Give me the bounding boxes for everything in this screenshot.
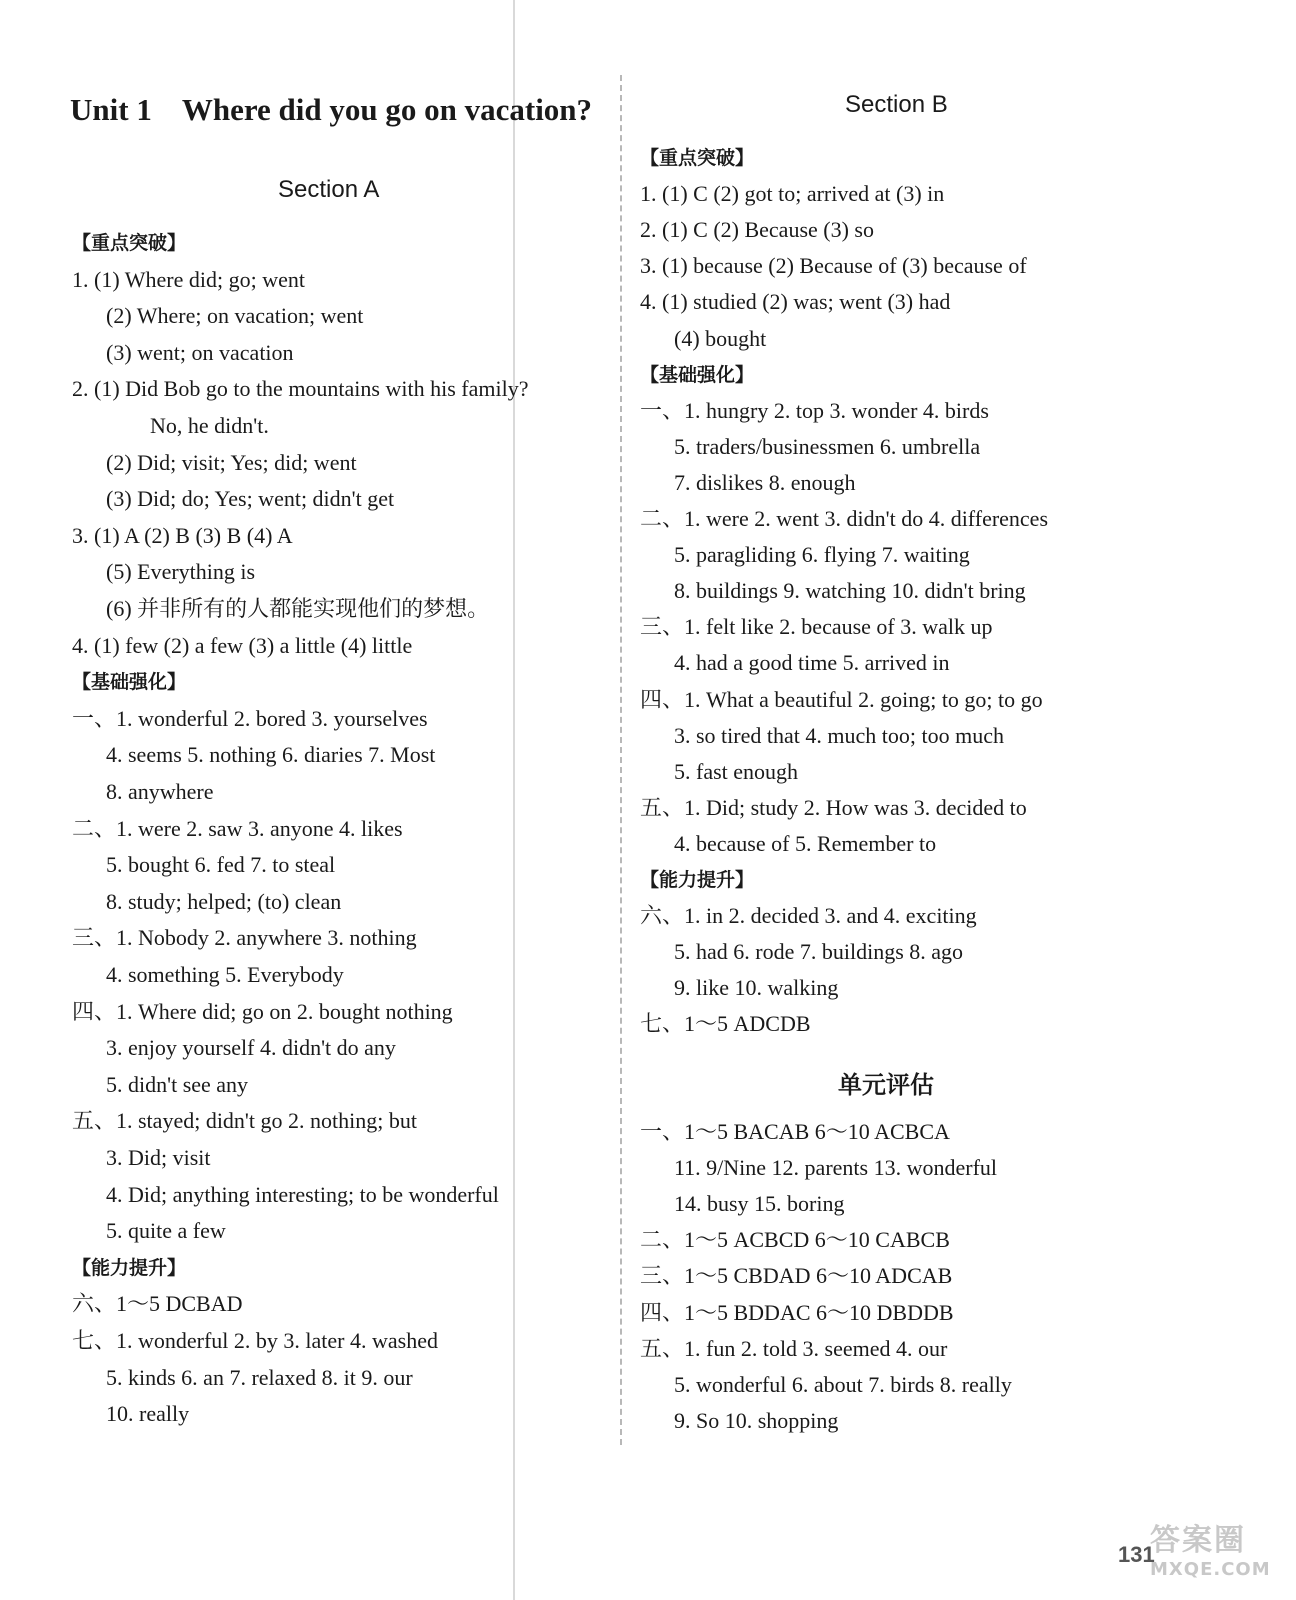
answer-line: 4. had a good time 5. arrived in xyxy=(674,650,950,676)
answer-line: 五、1. fun 2. told 3. seemed 4. our xyxy=(640,1335,948,1361)
answer-line: 3. so tired that 4. much too; too much xyxy=(674,722,1004,748)
answer-line: 9. like 10. walking xyxy=(674,975,839,1001)
answer-line: 5. traders/businessmen 6. umbrella xyxy=(674,433,981,459)
answer-line: 四、1. What a beautiful 2. going; to go; to go xyxy=(640,686,1043,712)
subsection-heading: 【重点突破】 xyxy=(640,147,755,169)
answer-line: 5. quite a few xyxy=(106,1218,226,1244)
answer-line: 14. busy 15. boring xyxy=(674,1191,845,1217)
answer-line: 1. (1) C (2) got to; arrived at (3) in xyxy=(640,181,945,207)
subsection-heading: 【基础强化】 xyxy=(72,671,187,694)
unit-label: Unit 1 xyxy=(70,92,152,127)
answer-line: 三、1. felt like 2. because of 3. walk up xyxy=(640,614,993,640)
answer-line: 8. buildings 9. watching 10. didn't bring xyxy=(674,578,1026,604)
answer-line: 4. something 5. Everybody xyxy=(106,962,344,987)
answer-line: 3. (1) because (2) Because of (3) because of xyxy=(640,253,1027,279)
subsection-heading: 【重点突破】 xyxy=(72,232,187,254)
answer-line: 六、1～5 DCBAD xyxy=(72,1291,243,1317)
answer-line: 10. really xyxy=(106,1401,190,1427)
answer-line: No, he didn't. xyxy=(150,413,269,438)
answer-line: 5. didn't see any xyxy=(106,1071,249,1097)
answer-line: 二、1. were 2. saw 3. anyone 4. likes xyxy=(72,815,403,841)
answer-line: 1. (1) Where did; go; went xyxy=(72,266,305,292)
answer-line: 11. 9/Nine 12. parents 13. wonderful xyxy=(674,1155,998,1181)
answer-line: 8. study; helped; (to) clean xyxy=(106,888,342,914)
answer-line: 四、1. Where did; go on 2. bought nothing xyxy=(72,998,453,1024)
answer-line: 4. (1) studied (2) was; went (3) had xyxy=(640,289,951,315)
answer-line: 5. fast enough xyxy=(674,758,799,784)
answer-line: 五、1. Did; study 2. How was 3. decided to xyxy=(640,794,1027,820)
answer-line: 二、1～5 ACBCD 6～10 CABCB xyxy=(640,1227,950,1253)
answer-line: 5. bought 6. fed 7. to steal xyxy=(106,852,336,878)
answer-line: (2) Did; visit; Yes; did; went xyxy=(106,449,357,475)
unit-evaluation-heading: 单元评估 xyxy=(838,1070,934,1099)
answer-line: 5. paragliding 6. flying 7. waiting xyxy=(674,542,970,568)
answer-line: 三、1. Nobody 2. anywhere 3. nothing xyxy=(72,925,417,951)
answer-line: 4. (1) few (2) a few (3) a little (4) little xyxy=(72,632,413,658)
answer-line: 5. kinds 6. an 7. relaxed 8. it 9. our xyxy=(106,1364,413,1390)
book-spine xyxy=(513,0,515,1600)
answer-line: (3) Did; do; Yes; went; didn't get xyxy=(106,486,395,512)
answer-line: 一、1. hungry 2. top 3. wonder 4. birds xyxy=(640,397,989,423)
answer-line: 一、1～5 BACAB 6～10 ACBCA xyxy=(640,1119,950,1144)
answer-line: 六、1. in 2. decided 3. and 4. exciting xyxy=(640,903,977,929)
answer-line: (6) 并非所有的人都能实现他们的梦想。 xyxy=(106,596,490,621)
answer-line: 3. enjoy yourself 4. didn't do any xyxy=(106,1035,396,1061)
answer-line: 五、1. stayed; didn't go 2. nothing; but xyxy=(72,1108,417,1134)
answer-line: 4. Did; anything interesting; to be wonderful xyxy=(106,1181,499,1207)
subsection-heading: 【能力提升】 xyxy=(640,869,755,891)
answer-line: 7. dislikes 8. enough xyxy=(674,469,856,495)
answer-line: (2) Where; on vacation; went xyxy=(106,303,364,329)
answer-line: 4. seems 5. nothing 6. diaries 7. Most xyxy=(106,742,436,768)
subsection-heading: 【能力提升】 xyxy=(72,1256,187,1279)
answer-line: 三、1～5 CBDAD 6～10 ADCAB xyxy=(640,1263,953,1289)
section-b-heading: Section B xyxy=(845,91,948,118)
answer-line: 4. because of 5. Remember to xyxy=(674,830,937,856)
watermark-logo: 答案圈 MXQE.COM xyxy=(1150,1523,1271,1580)
answer-line: 七、1. wonderful 2. by 3. later 4. washed xyxy=(72,1328,438,1353)
answer-line: 一、1. wonderful 2. bored 3. yourselves xyxy=(72,705,428,731)
unit-title xyxy=(70,92,630,128)
column-divider xyxy=(620,75,622,1445)
answer-line: 2. (1) Did Bob go to the mountains with his family? xyxy=(72,376,529,402)
section-a-heading: Section A xyxy=(278,176,380,203)
answer-line: 七、1～5 ADCDB xyxy=(640,1011,811,1037)
answer-line: (3) went; on vacation xyxy=(106,339,294,365)
answer-line: 3. (1) A (2) B (3) B (4) A xyxy=(72,522,293,548)
answer-line: 5. wonderful 6. about 7. birds 8. really xyxy=(674,1371,1012,1397)
answer-line: 9. So 10. shopping xyxy=(674,1407,839,1433)
answer-line: (5) Everything is xyxy=(106,559,256,585)
answer-line: 5. had 6. rode 7. buildings 8. ago xyxy=(674,939,964,965)
page-number: 131 xyxy=(1118,1542,1155,1567)
answer-line: 3. Did; visit xyxy=(106,1145,211,1170)
answer-line: (4) bought xyxy=(674,325,767,351)
answer-line: 二、1. were 2. went 3. didn't do 4. differences xyxy=(640,506,1049,531)
unit-question: Where did you go on vacation? xyxy=(181,92,593,127)
subsection-heading: 【基础强化】 xyxy=(640,363,755,386)
answer-line: 2. (1) C (2) Because (3) so xyxy=(640,217,874,243)
answer-line: 四、1～5 BDDAC 6～10 DBDDB xyxy=(640,1299,954,1325)
answer-line: 8. anywhere xyxy=(106,779,214,804)
